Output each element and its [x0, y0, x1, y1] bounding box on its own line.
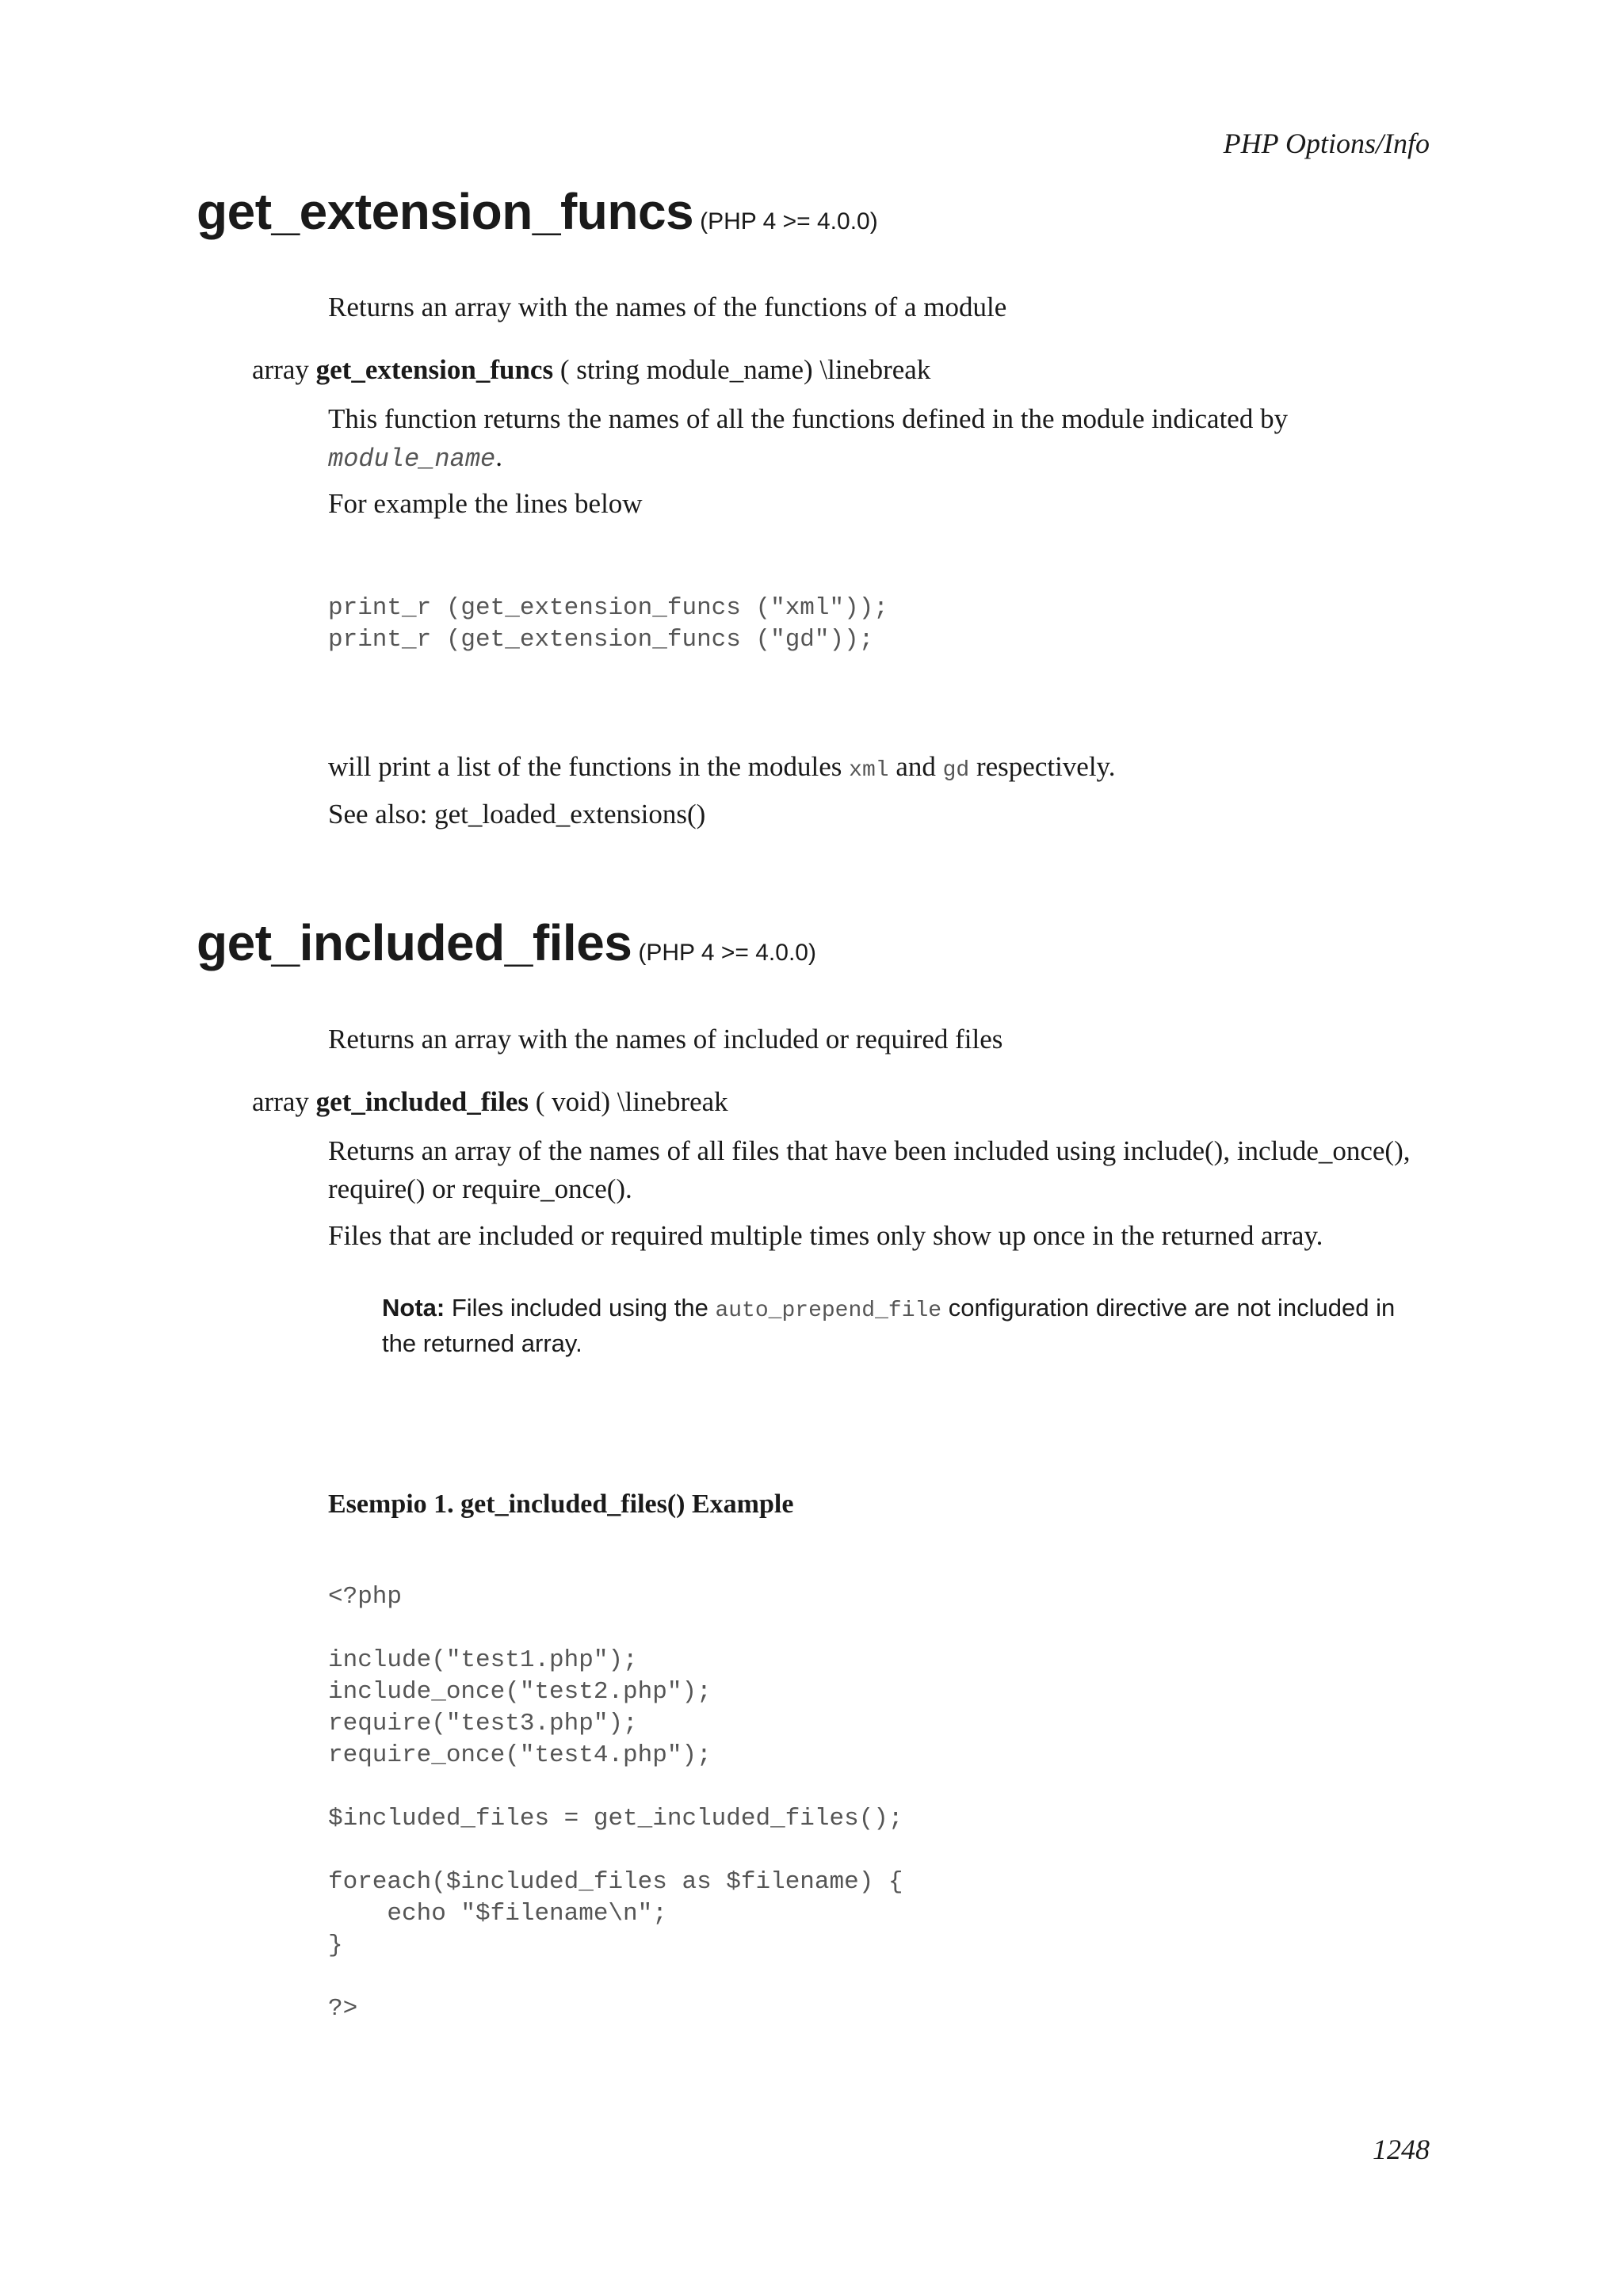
code-line: print_r (get_extension_funcs ("xml"));: [328, 594, 888, 622]
function-purpose: Returns an array with the names of the functions of a module: [328, 292, 1007, 322]
code-example: [328, 593, 888, 656]
note-box: Nota: Files included using the auto_prepend_file configuration directive are not included in the returned array.: [382, 1294, 1396, 1357]
description-paragraph-2: Files that are included or required multiple times only show up once in the returned array.: [328, 1220, 1323, 1251]
version-label: (PHP 4 >= 4.0.0): [638, 940, 816, 966]
param-module-name: module_name: [328, 444, 496, 474]
function-name: get_extension_funcs: [197, 183, 694, 240]
see-also: See also: get_loaded_extensions(): [328, 799, 706, 830]
return-type: array: [252, 354, 309, 385]
running-header: PHP Options/Info: [1223, 128, 1430, 159]
version-label: (PHP 4 >= 4.0.0): [700, 208, 878, 235]
function-synopsis: [252, 1083, 728, 1121]
synopsis-function-name: get_included_files: [315, 1086, 529, 1117]
function-purpose: Returns an array with the names of included or required files: [328, 1024, 1003, 1055]
synopsis-function-name: get_extension_funcs: [315, 354, 554, 385]
page-number: 1248: [1373, 2134, 1430, 2165]
return-type: array: [252, 1086, 309, 1117]
function-name: get_included_files: [197, 914, 632, 971]
description-paragraph-2: For example the lines below: [328, 488, 643, 519]
code-line: print_r (get_extension_funcs ("gd"));: [328, 626, 874, 654]
module-xml: xml: [849, 758, 889, 783]
section-title-get-included-files: [197, 913, 816, 972]
description-paragraph: [328, 1132, 1410, 1208]
description-line: Returns an array of the names of all files that have been included using include(), include_once(),: [328, 1135, 1411, 1166]
description-line: This function returns the names of all the functions defined in the module indicated by: [328, 403, 1289, 434]
synopsis-args: ( void) \linebreak: [535, 1086, 728, 1117]
description-line: module_name.: [328, 441, 502, 474]
synopsis-args: ( string module_name) \linebreak: [559, 354, 931, 385]
code-example: <?php include("test1.php"); include_once("test2.php"); require("test3.php"); require_once("test4.php"); $included_files = get_included_files(); foreach($included_files as $filename) { echo "$filename\n"; } ?>: [328, 1583, 903, 2023]
module-gd: gd: [942, 758, 970, 783]
example-title: Esempio 1. get_included_files() Example: [328, 1489, 794, 1519]
note-label: Nota:: [382, 1294, 445, 1322]
description-line: require() or require_once().: [328, 1173, 632, 1204]
description-paragraph: [328, 400, 1288, 479]
function-synopsis: [252, 351, 930, 389]
section-title-get-extension-funcs: [197, 182, 878, 241]
result-paragraph: will print a list of the functions in the modules xml and gd respectively.: [328, 751, 1116, 783]
directive-auto-prepend-file: auto_prepend_file: [715, 1299, 942, 1323]
